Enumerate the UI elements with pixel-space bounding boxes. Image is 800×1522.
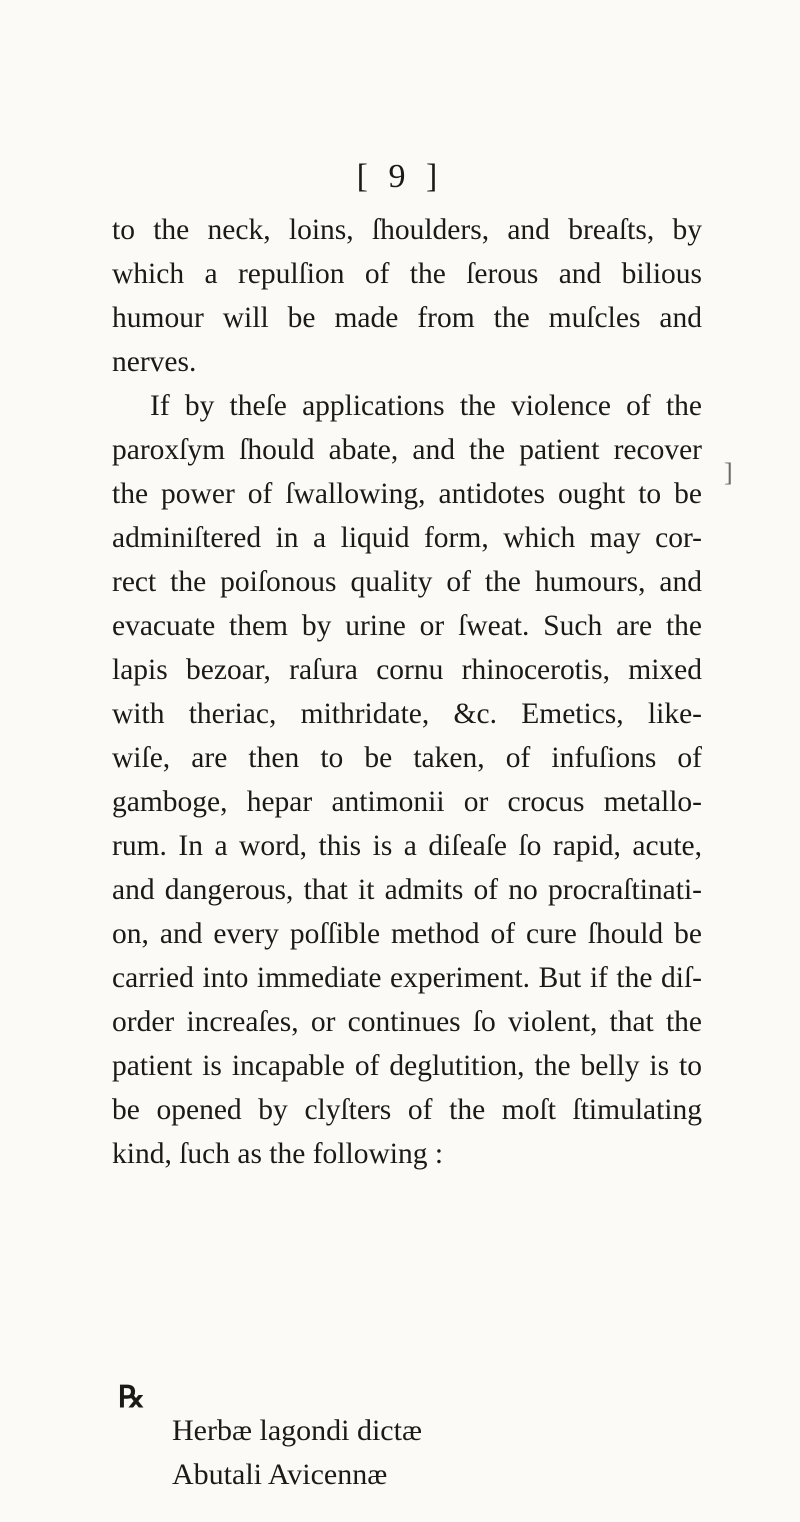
text-line: wiſe, are then to be taken, of infuſions of: [112, 742, 702, 774]
page-number: [ 9 ]: [356, 158, 444, 195]
text-line: which a repulſion of the ſerous and bilious: [112, 258, 702, 290]
text-line: patient is incapable of deglutition, the belly is to: [112, 1050, 702, 1082]
text-line: adminiſtered in a liquid form, which may cor-: [112, 522, 702, 554]
text-line: rect the poiſonous quality of the humours, and: [112, 566, 702, 598]
text-line: carried into immediate experiment. But if the diſ-: [112, 962, 702, 994]
text-line: kind, ſuch as the following :: [112, 1138, 444, 1170]
text-line: humour will be made from the muſcles and: [112, 302, 702, 334]
recipe-line: Herbæ lagondi dictæ: [172, 1414, 422, 1447]
text-line: order increaſes, or continues ſo violent, that the: [112, 1006, 702, 1038]
body-text: [112, 208, 702, 1176]
text-line: paroxſym ſhould abate, and the patient recover: [112, 434, 702, 466]
text-line: If by theſe applications the violence of the: [150, 390, 702, 422]
text-line: on, and every poſſible method of cure ſhould be: [112, 918, 702, 950]
text-line: nerves.: [112, 346, 197, 378]
text-line: evacuate them by urine or ſweat. Such are the: [112, 610, 702, 642]
recipe-line: Abutali Avicennæ: [172, 1458, 388, 1491]
text-line: the power of ſwallowing, antidotes ought to be: [112, 478, 702, 510]
text-line: gamboge, hepar antimonii or crocus metallo-: [112, 786, 702, 818]
text-line: be opened by clyſters of the moſt ſtimulating: [112, 1094, 702, 1126]
recipe-symbol: ℞: [118, 1381, 145, 1414]
text-line: to the neck, loins, ſhoulders, and breaſts, by: [112, 214, 702, 246]
text-line: lapis bezoar, raſura cornu rhinocerotis, mixed: [112, 654, 702, 686]
text-line: rum. In a word, this is a diſeaſe ſo rapid, acute,: [112, 830, 702, 862]
text-line: and dangerous, that it admits of no procraſtinati-: [112, 874, 702, 906]
text-line: with theriac, mithridate, &c. Emetics, like-: [112, 698, 702, 730]
margin-bracket: ]: [724, 458, 733, 487]
